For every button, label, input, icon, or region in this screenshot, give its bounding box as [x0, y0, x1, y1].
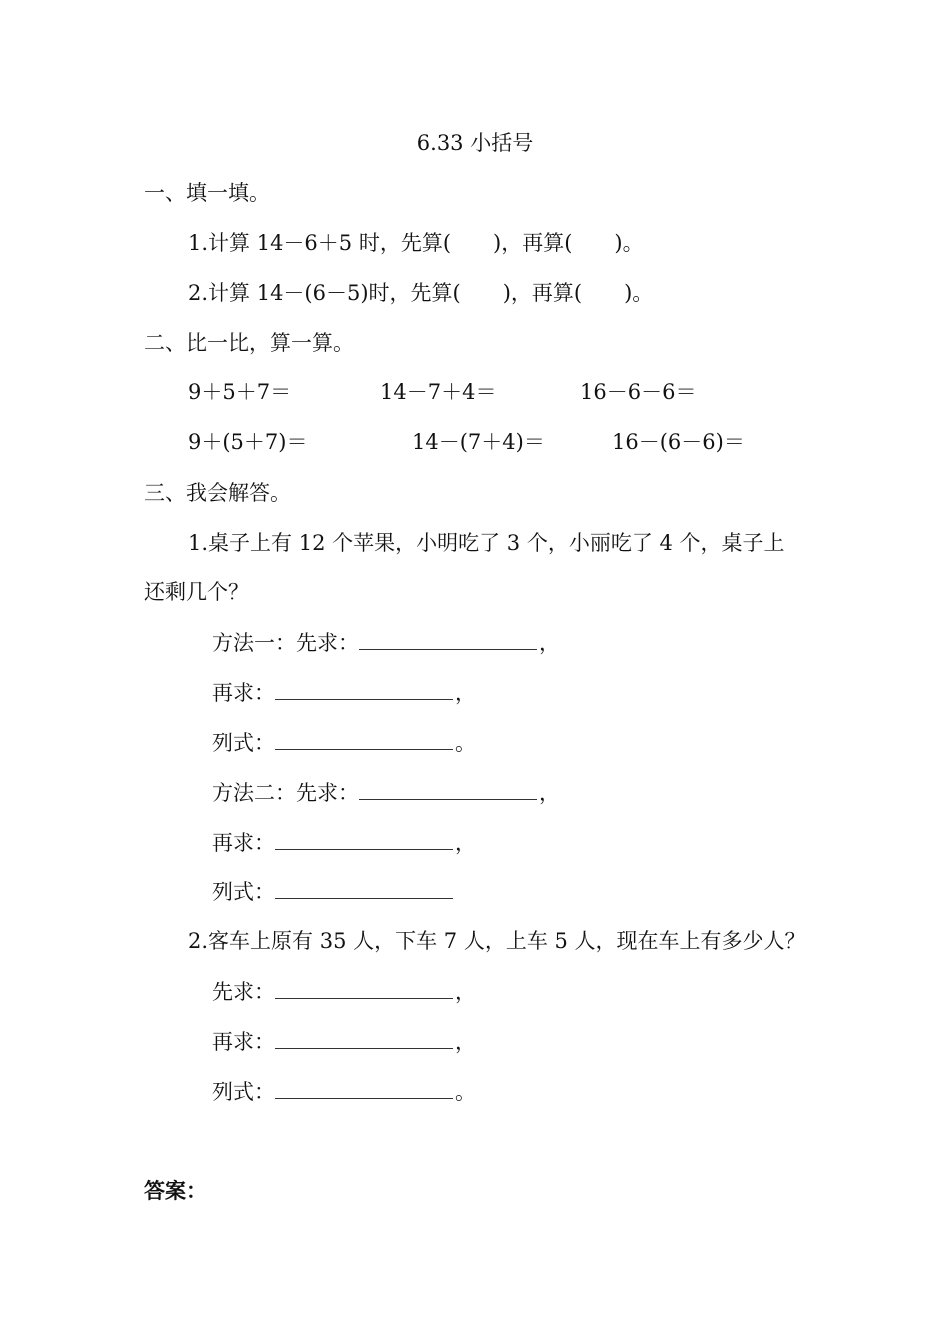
problem-2-then-label: 再求： [212, 1030, 275, 1054]
method-2-first-label: 方法二：先求： [212, 781, 359, 805]
problem-2-first-label: 先求： [212, 980, 275, 1004]
expression-1-1: 9＋5＋7＝ [188, 380, 292, 404]
method-1-formula-blank[interactable] [275, 727, 453, 750]
comma: ， [539, 781, 560, 805]
expression-1-3: 16－6－6＝ [580, 380, 697, 404]
method-1-first-label: 方法一：先求： [212, 631, 359, 655]
answer-label: 答案： [144, 1179, 207, 1203]
question-1-2: 2.计算 14－(6－5)时，先算( )，再算( )。 [188, 281, 654, 305]
expression-2-3: 16－(6－6)＝ [612, 430, 745, 454]
problem-2-then-blank[interactable] [275, 1026, 453, 1049]
expression-2-1: 9＋(5＋7)＝ [188, 430, 308, 454]
method-1-then-label: 再求： [212, 681, 275, 705]
problem-2-formula-blank[interactable] [275, 1076, 453, 1099]
period: 。 [455, 731, 476, 755]
method-2-then-row [212, 827, 476, 857]
method-1-formula-label: 列式： [212, 731, 275, 755]
problem-2-first-blank[interactable] [275, 976, 453, 999]
question-1-1: 1.计算 14－6＋5 时，先算( )，再算( )。 [188, 231, 644, 255]
method-1-then-row [212, 677, 476, 707]
comma: ， [455, 980, 476, 1004]
problem-2: 2.客车上原有 35 人，下车 7 人，上车 5 人，现在车上有多少人？ [188, 929, 806, 953]
method-1-formula-row [212, 727, 476, 757]
problem-1-line-2: 还剩几个？ [144, 580, 249, 604]
method-2-first-blank[interactable] [359, 777, 537, 800]
problem-2-then-row [212, 1026, 476, 1056]
comma: ， [455, 831, 476, 855]
method-2-formula-label: 列式： [212, 880, 275, 904]
method-2-formula-row [212, 876, 455, 906]
method-1-then-blank[interactable] [275, 677, 453, 700]
page-title: 6.33 小括号 [416, 131, 534, 155]
problem-1-line-1: 1.桌子上有 12 个苹果，小明吃了 3 个，小丽吃了 4 个，桌子上 [188, 531, 785, 555]
comma: ， [455, 681, 476, 705]
method-2-then-blank[interactable] [275, 827, 453, 850]
method-1-first-blank[interactable] [359, 627, 537, 650]
expression-1-2: 14－7＋4＝ [380, 380, 497, 404]
comma: ， [539, 631, 560, 655]
method-1-first-row [212, 627, 560, 657]
comma: ， [455, 1030, 476, 1054]
method-2-first-row [212, 777, 560, 807]
expression-2-2: 14－(7＋4)＝ [412, 430, 545, 454]
section-3-heading: 三、我会解答。 [144, 481, 291, 505]
method-2-formula-blank[interactable] [275, 876, 453, 899]
period: 。 [455, 1080, 476, 1104]
problem-2-formula-label: 列式： [212, 1080, 275, 1104]
problem-2-formula-row [212, 1076, 476, 1106]
section-1-heading: 一、填一填。 [144, 181, 270, 205]
method-2-then-label: 再求： [212, 831, 275, 855]
problem-2-first-row [212, 976, 476, 1006]
section-2-heading: 二、比一比，算一算。 [144, 331, 354, 355]
